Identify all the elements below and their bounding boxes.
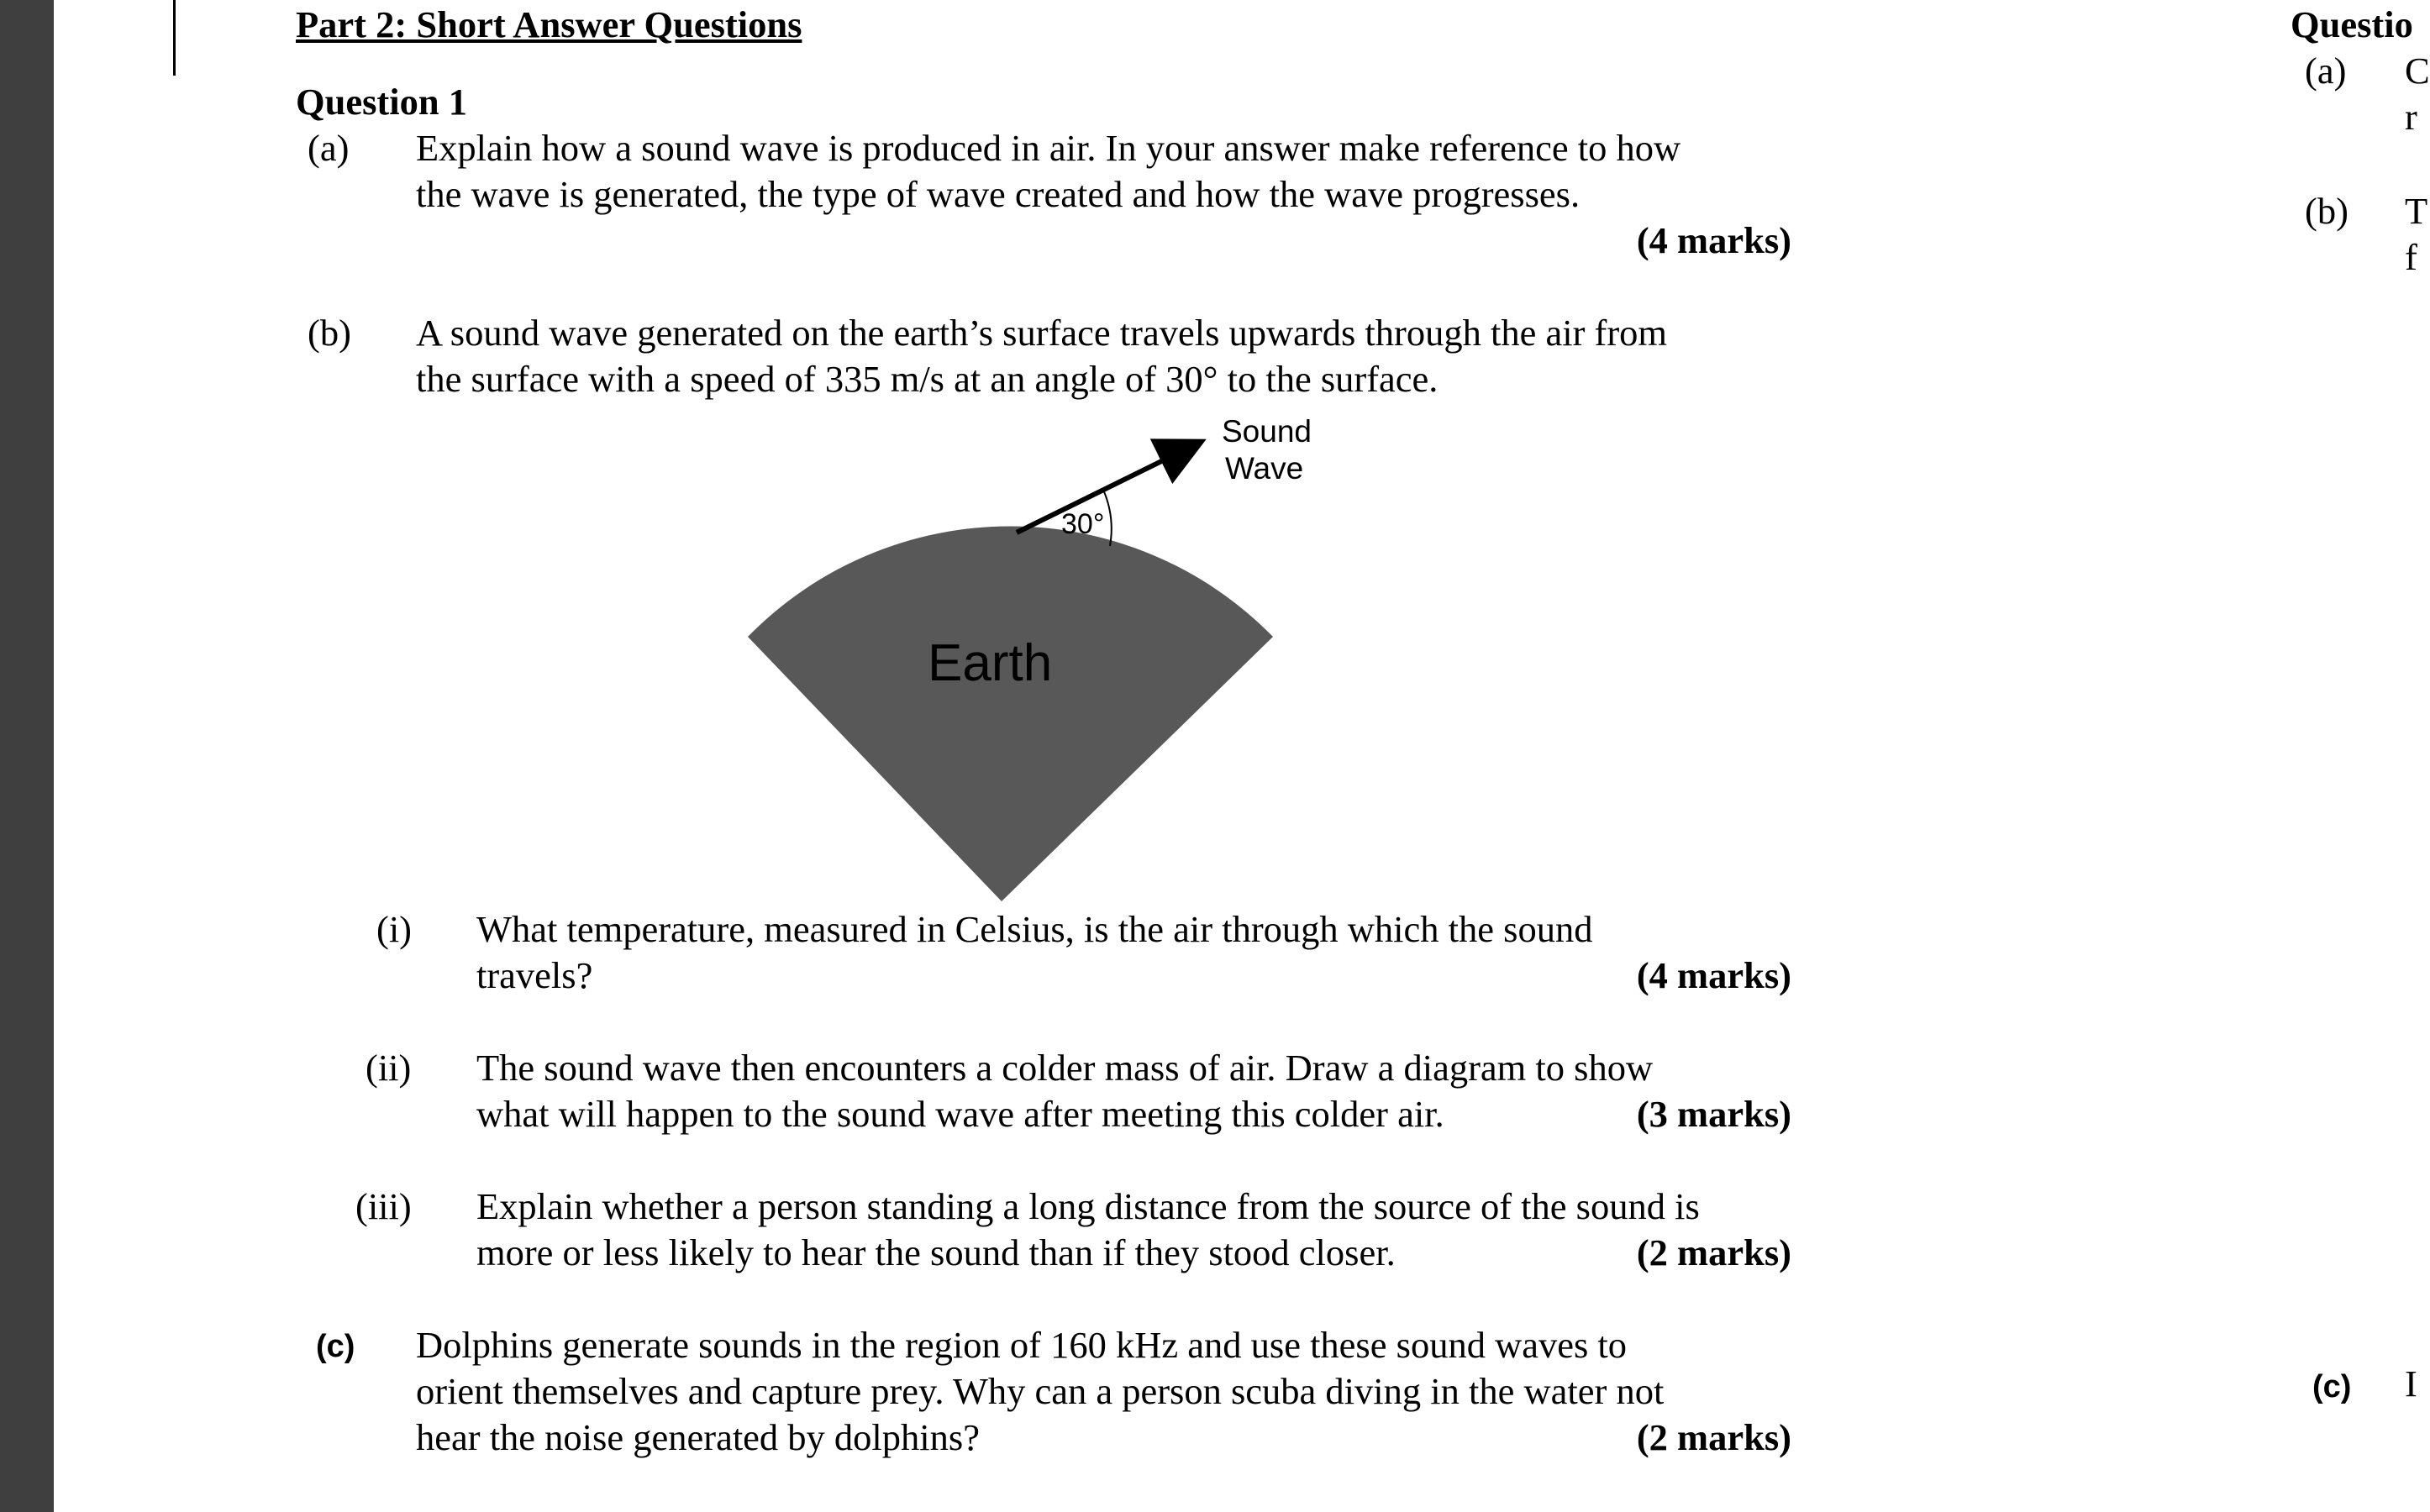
right-page-a-line2: r — [2405, 96, 2417, 138]
right-page-c-label: (c) — [2312, 1369, 2352, 1404]
part-a-marks: (4 marks) — [1636, 219, 1791, 261]
part-b-iii-line1: Explain whether a person standing a long distance from the source of the sound is — [476, 1185, 1700, 1227]
right-page-b-line2: f — [2405, 236, 2417, 278]
sound-label: Sound — [1222, 414, 1312, 449]
part-b-i-label: (i) — [376, 908, 413, 950]
angle-label: 30° — [1061, 508, 1105, 540]
part-b-i-line1: What temperature, measured in Celsius, is the air through which the sound — [476, 908, 1593, 950]
part-c-line2: orient themselves and capture prey. Why can a person scuba diving in the water not — [416, 1370, 1665, 1412]
earth-label: Earth — [928, 634, 1053, 692]
part-a-line1: Explain how a sound wave is produced in air. In your answer make reference to how — [416, 127, 1681, 169]
wave-label: Wave — [1225, 451, 1304, 486]
right-page-a-line1: C — [2405, 50, 2430, 92]
question-title: Question 1 — [296, 81, 467, 123]
part-c-label: (c) — [316, 1329, 355, 1364]
angle-arc — [1103, 490, 1112, 546]
part-c-line3: hear the noise generated by dolphins? — [416, 1416, 980, 1458]
part-c-line1: Dolphins generate sounds in the region of 160 kHz and use these sound waves to — [416, 1324, 1628, 1366]
part-b-ii-label: (ii) — [366, 1047, 412, 1089]
right-page-a-label: (a) — [2305, 50, 2347, 92]
earth-sector — [748, 526, 1273, 901]
part-b-label: (b) — [308, 312, 351, 354]
part-c-marks: (2 marks) — [1636, 1416, 1791, 1458]
right-page-b-label: (b) — [2305, 190, 2348, 232]
part-b-ii-marks: (3 marks) — [1636, 1093, 1791, 1135]
part-b-i-marks: (4 marks) — [1636, 954, 1791, 996]
right-page-c-line1: I — [2405, 1362, 2417, 1404]
part-b-line1: A sound wave generated on the earth’s surface travels upwards through the air from — [416, 312, 1668, 354]
sound-wave-arrow — [1017, 444, 1197, 533]
right-page-b-line1: T — [2405, 190, 2428, 232]
part-b-iii-marks: (2 marks) — [1636, 1231, 1791, 1273]
part-b-ii-line2: what will happen to the sound wave after meeting this colder air. — [476, 1093, 1444, 1135]
part-b-i-line2: travels? — [476, 954, 593, 996]
part-a-line2: the wave is generated, the type of wave created and how the wave progresses. — [416, 173, 1581, 215]
part-a-label: (a) — [308, 127, 350, 169]
part-b-iii-line2: more or less likely to hear the sound than if they stood closer. — [476, 1231, 1396, 1273]
part-b-line2: the surface with a speed of 335 m/s at an angle of 30° to the surface. — [416, 358, 1439, 400]
section-heading: Part 2: Short Answer Questions — [296, 3, 802, 45]
part-b-ii-line1: The sound wave then encounters a colder mass of air. Draw a diagram to show — [476, 1047, 1654, 1089]
right-page-question-title: Questio — [2291, 3, 2413, 45]
part-b-iii-label: (iii) — [355, 1185, 412, 1227]
